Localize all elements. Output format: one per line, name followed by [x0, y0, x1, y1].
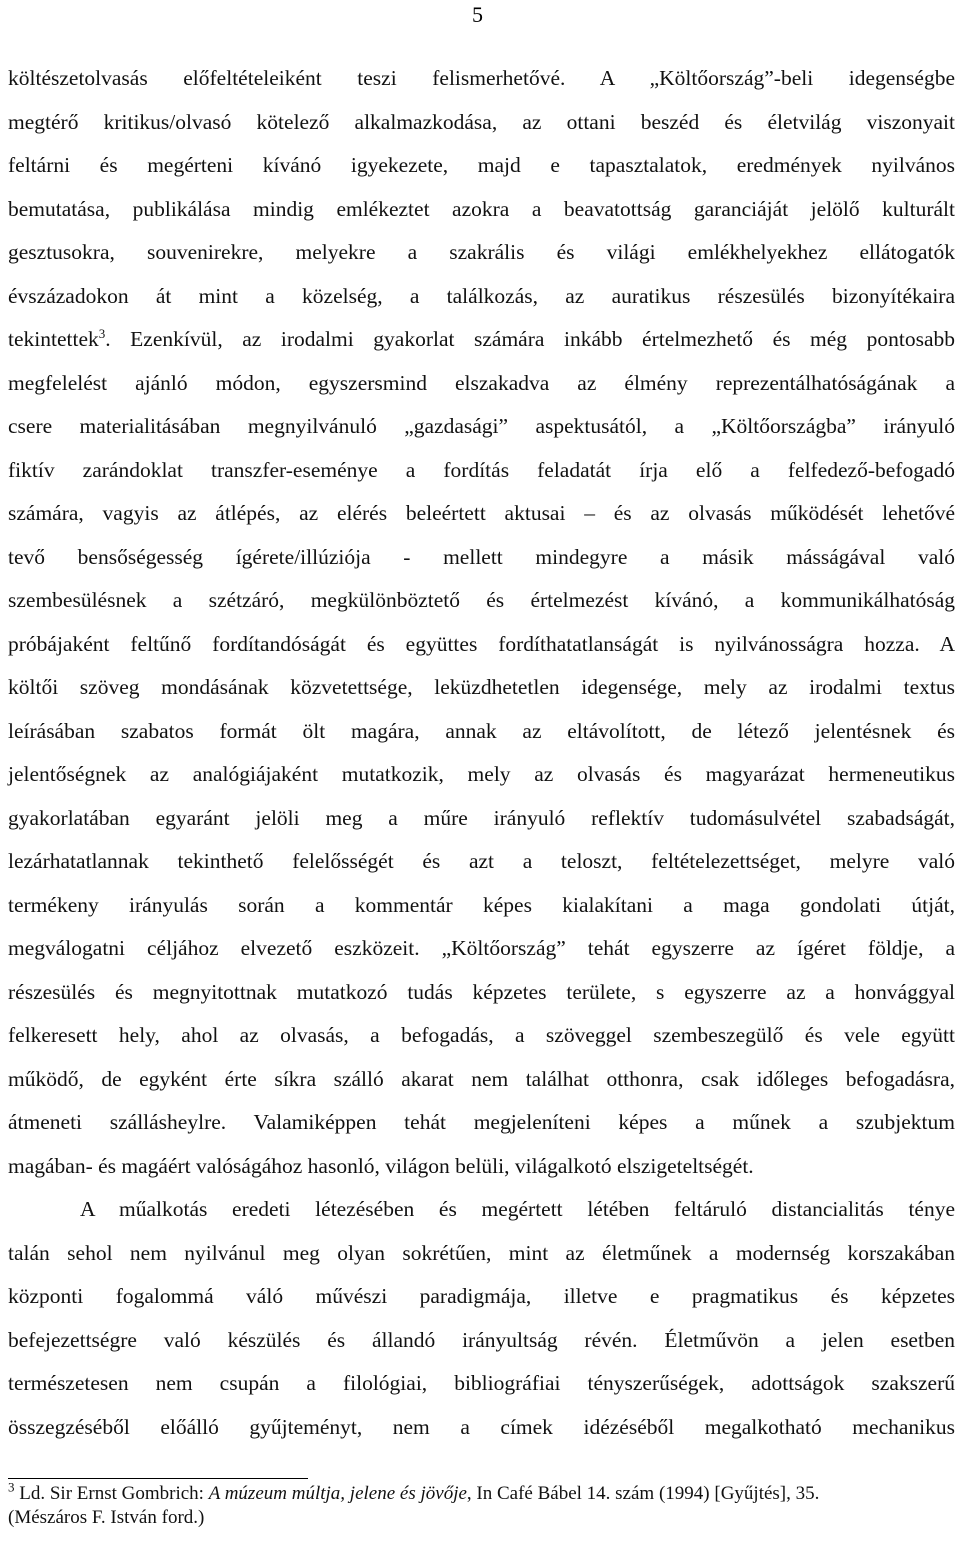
text-line: próbájaként feltűnő fordítandóságát és együttes fordíthatatlanságát is nyilvánosságra hozza. A — [8, 631, 955, 656]
footnote-prefix: Ld. Sir Ernst Gombrich: — [14, 1483, 209, 1504]
text-line: lezárhatatlannak tekinthető felelősségét és azt a teloszt, feltételezettséget, melyre való — [8, 849, 955, 873]
text-line: csere materialitásában megnyilvánuló „gazdasági” aspektusától, a „Költőországba” irányuló — [8, 414, 955, 438]
footnote — [8, 1479, 948, 1505]
text-line: átmeneti szállásheylre. Valamiképpen tehát megjeleníteni képes a műnek a szubjektum — [8, 1110, 955, 1134]
text-line: megfelelést ajánló módon, egyszersmind elszakadva az élmény reprezentálhatóságának a — [8, 370, 955, 395]
text-line: gesztusokra, souvenirekre, melyekre a szakrális és világi emlékhelyekhez ellátogatók — [8, 240, 955, 264]
text-line: feltárni és megérteni kívánó igyekezete, majd e tapasztalatok, eredmények nyilvános — [8, 153, 955, 177]
text-line: természetesen nem csupán a filológiai, bibliográfiai tényszerűségek, adottságok szakszerű — [8, 1371, 955, 1395]
text-line: A műalkotás eredeti létezésében és megértett létében feltáruló distancialitás ténye — [80, 1197, 955, 1221]
text-line: fiktív zarándoklat transzfer-eseménye a fordítás feladatát írja elő a felfedező-befogadó — [8, 457, 955, 482]
text-line: központi fogalommá váló művészi paradigmája, illetve e pragmatikus és képzetes — [8, 1284, 955, 1308]
text-line: működő, de egyként érte síkra szálló akarat nem találhat otthonra, csak időleges befogadásra, — [8, 1066, 955, 1091]
text-line: tevő bensőségesség ígérete/illúziója - mellett mindegyre a másik másságával való — [8, 544, 955, 569]
text-line: számára, vagyis az átlépés, az elérés beleértett aktusai – és az olvasás működését lehetővé — [8, 501, 955, 525]
footnote-suffix: , In Café Bábel 14. szám (1994) [Gyűjtés], 35. — [466, 1483, 820, 1504]
text-line: tekintettek$^3$. Ezenkívül, az irodalmi gyakorlat számára inkább értelmezhető és még pontosabb — [8, 325, 955, 351]
text-line: jelentőségnek az analógiájaként mutatkozik, mely az olvasás és magyarázat hermeneutikus — [8, 762, 955, 786]
text-line: felkeresett hely, ahol az olvasás, a befogadás, a szöveggel szembeszegülő és vele együtt — [8, 1023, 955, 1047]
text-line: megválogatni céljához elvezető eszközeit. „Költőország” tehát egyszerre az ígéret földje, a — [8, 936, 955, 960]
text-line: termékeny irányulás során a kommentár képes kialakítani a maga gondolati útját, — [8, 892, 955, 917]
text-line: összegzéséből előálló gyűjteményt, nem a címek idézéséből megalkotható mechanikus — [8, 1414, 955, 1439]
text-line: költészetolvasás előfeltételeiként teszi felismerhetővé. A „Költőország”-beli idegenségbe — [8, 66, 955, 90]
footnote-line-2: (Mészáros F. István ford.) — [8, 1507, 205, 1528]
text-line: megtérő kritikus/olvasó kötelező alkalmazkodása, az ottani beszéd és életvilág viszonyait — [8, 109, 955, 134]
text-line: talán sehol nem nyilvánul meg olyan sokrétűen, mint az életműnek a modernség korszakában — [8, 1240, 955, 1265]
text-line: évszázadokon át mint a közelség, a találkozás, az auratikus részesülés bizonyítékaira — [8, 283, 955, 308]
text-line: befejezettségre való készülés és állandó irányultság révén. Életművön a jelen esetben — [8, 1327, 955, 1352]
page-number: 5 — [472, 2, 483, 27]
text-line: gyakorlatában egyaránt jelöli meg a műre irányuló reflektív tudomásulvétel szabadságát, — [8, 805, 955, 830]
footnote-marker: 3 — [8, 1479, 15, 1495]
footnote-separator — [8, 1478, 308, 1479]
footnote-reference: 3 — [98, 325, 106, 341]
text-line: költői szöveg mondásának közvetettsége, leküzdhetetlen idegensége, mely az irodalmi textus — [8, 675, 955, 699]
text-line: bemutatása, publikálása mindig emlékeztet azokra a beavatottság garanciáját jelölő kulturált — [8, 196, 955, 221]
text-line: részesülés és megnyitottnak mutatkozó tudás képzetes területe, s egyszerre az a honvággyal — [8, 979, 955, 1004]
text-line: magában- és magáért valóságához hasonló, világon belüli, világalkotó elszigeteltségét. — [8, 1153, 754, 1178]
footnote-title: A múzeum múltja, jelene és jövője — [208, 1483, 467, 1504]
text-line: szembesülésnek a szétzáró, megkülönböztető és értelmezést kívánó, a kommunikálhatóság — [8, 588, 955, 612]
text-line: leírásában szabatos formát ölt magára, annak az eltávolított, de létező jelentésnek és — [8, 718, 955, 743]
